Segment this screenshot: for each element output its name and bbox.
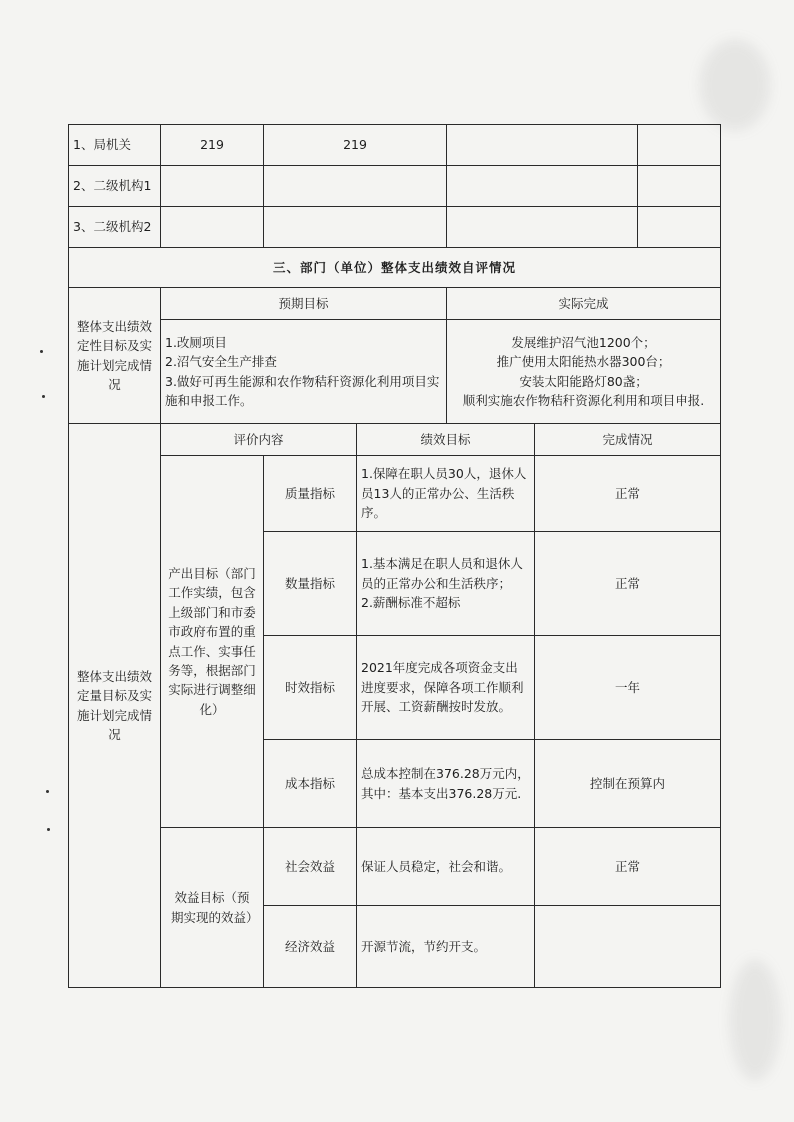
target-text: 总成本控制在376.28万元内，其中：基本支出376.28万元. (357, 740, 535, 828)
status-text: 正常 (535, 532, 721, 636)
table-row (69, 166, 721, 207)
actual-completion (447, 320, 721, 424)
empty-cell (447, 166, 638, 207)
empty-cell (447, 125, 638, 166)
indicator-label: 时效指标 (264, 636, 357, 740)
table-row (69, 456, 721, 532)
expected-goals (161, 320, 447, 424)
table-row (69, 288, 721, 320)
output-target-group: 产出目标（部门工作实绩，包含上级部门和市委市政府布置的重点工作、实事任务等，根据部门实际进行调整细化） (161, 456, 264, 828)
indicator-label: 社会效益 (264, 828, 357, 906)
indicator-label: 成本指标 (264, 740, 357, 828)
actual-item: 推广使用太阳能热水器300台； (496, 354, 671, 370)
target-text: 保证人员稳定，社会和谐。 (357, 828, 535, 906)
table-row (69, 125, 721, 166)
target-text: 开源节流，节约开支。 (357, 906, 535, 988)
expected-item: 2.沼气安全生产排查 (165, 354, 277, 370)
status-text: 一年 (535, 636, 721, 740)
actual-completion-header: 实际完成 (447, 288, 721, 320)
empty-cell (638, 207, 721, 248)
actual-item: 安装太阳能路灯80盏； (519, 373, 648, 389)
scan-dot (47, 828, 50, 831)
status-text: 正常 (535, 456, 721, 532)
table-row (69, 248, 721, 288)
empty-cell (638, 166, 721, 207)
section-title: 三、部门（单位）整体支出绩效自评情况 (69, 248, 721, 288)
unit-label: 1、局机关 (69, 125, 161, 166)
completion-status-header: 完成情况 (535, 424, 721, 456)
scan-dot (40, 350, 43, 353)
unit-label: 3、二级机构2 (69, 207, 161, 248)
indicator-label: 经济效益 (264, 906, 357, 988)
unit-value (264, 166, 447, 207)
actual-item: 顺利实施农作物秸秆资源化利用和项目申报. (462, 392, 705, 408)
indicator-label: 数量指标 (264, 532, 357, 636)
actual-item: 发展维护沼气池1200个； (511, 334, 656, 350)
indicator-label: 质量指标 (264, 456, 357, 532)
scan-smudge (700, 40, 770, 130)
table-row (69, 320, 721, 424)
table-row (69, 207, 721, 248)
eval-content-header: 评价内容 (161, 424, 357, 456)
quantitative-label: 整体支出绩效定量目标及实施计划完成情况 (69, 424, 161, 988)
unit-value (264, 207, 447, 248)
table-row (69, 828, 721, 906)
scan-smudge (730, 960, 780, 1080)
unit-value (161, 207, 264, 248)
target-text: 2021年度完成各项资金支出进度要求，保障各项工作顺利开展、工资薪酬按时发放。 (357, 636, 535, 740)
table-row (69, 424, 721, 456)
target-text: 1.基本满足在职人员和退休人员的正常办公和生活秩序； 2.薪酬标准不超标 (357, 532, 535, 636)
qualitative-label: 整体支出绩效定性目标及实施计划完成情况 (69, 288, 161, 424)
unit-value: 219 (161, 125, 264, 166)
scan-dot (42, 395, 45, 398)
status-text: 控制在预算内 (535, 740, 721, 828)
performance-table (68, 124, 721, 988)
empty-cell (447, 207, 638, 248)
unit-label: 2、二级机构1 (69, 166, 161, 207)
empty-cell (638, 125, 721, 166)
expected-item: 3.做好可再生能源和农作物秸秆资源化利用项目实施和申报工作。 (165, 373, 440, 408)
unit-value (161, 166, 264, 207)
expected-item: 1.改厕项目 (165, 334, 227, 350)
status-text: 正常 (535, 828, 721, 906)
target-text: 1.保障在职人员30人，退休人员13人的正常办公、生活秩序。 (357, 456, 535, 532)
expected-goal-header: 预期目标 (161, 288, 447, 320)
scan-dot (46, 790, 49, 793)
benefit-target-group: 效益目标（预期实现的效益） (161, 828, 264, 988)
unit-value: 219 (264, 125, 447, 166)
status-text (535, 906, 721, 988)
performance-target-header: 绩效目标 (357, 424, 535, 456)
